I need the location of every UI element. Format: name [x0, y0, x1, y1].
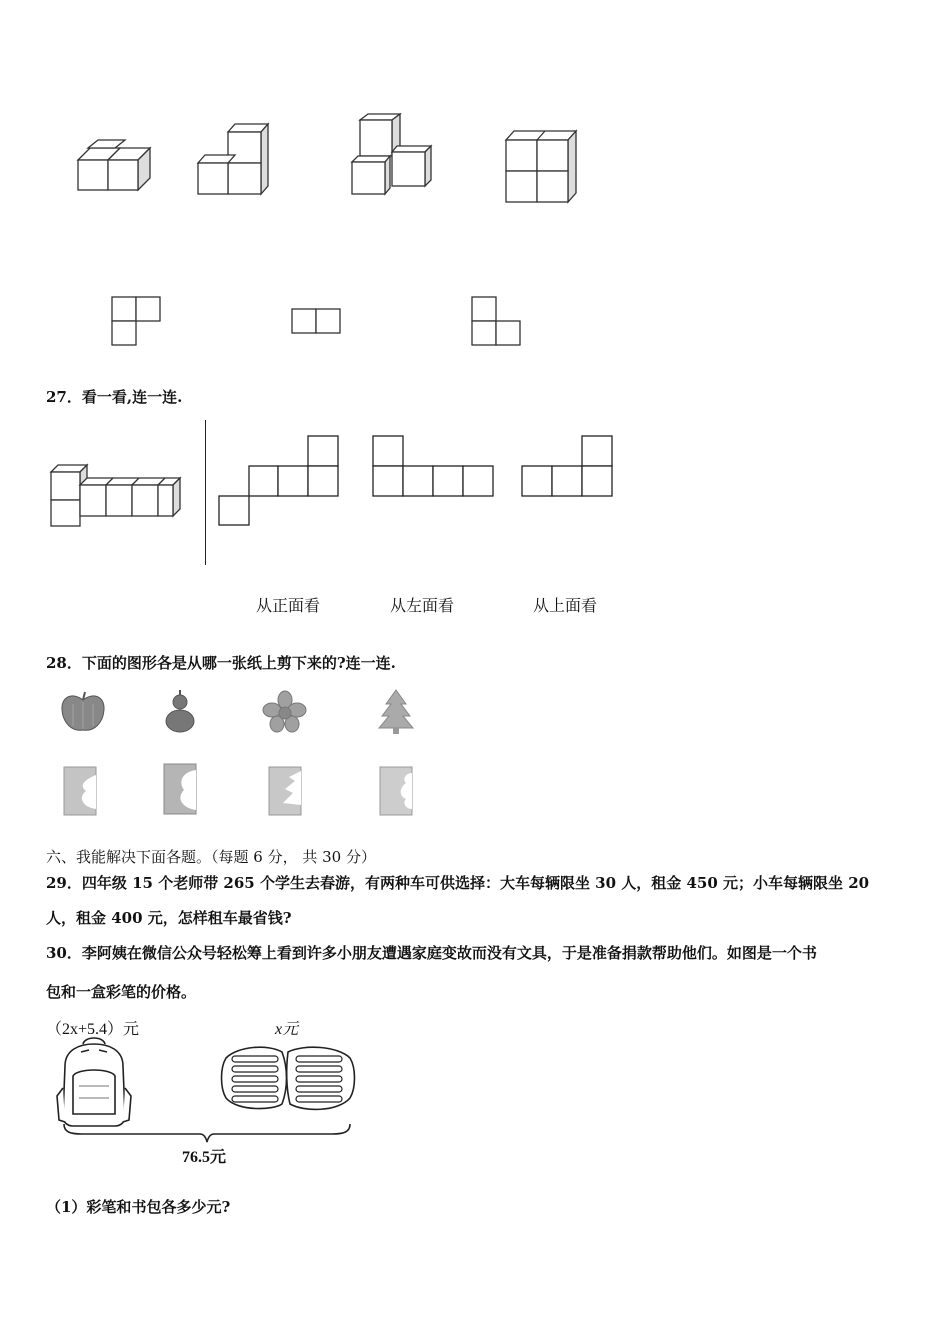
cube-figure-1 — [70, 135, 160, 195]
view-shape-l — [110, 295, 165, 347]
q27-option-b[interactable] — [372, 435, 498, 499]
paper-1[interactable] — [60, 765, 102, 817]
pens-box-icon — [218, 1038, 358, 1118]
total-brace — [62, 1122, 352, 1144]
apple-shape[interactable] — [58, 690, 108, 735]
flower-shape[interactable] — [262, 690, 308, 736]
q27-option-c[interactable] — [521, 435, 617, 499]
cube-figure-4 — [500, 125, 585, 207]
view-shape-j — [470, 295, 525, 347]
pens-price-label: x元 — [275, 1021, 299, 1038]
q27-title: 27．看一看,连一连. — [46, 388, 183, 406]
gourd-shape[interactable] — [160, 688, 200, 738]
q27-solid — [45, 460, 190, 530]
cube-figure-3 — [345, 112, 440, 202]
q29-line1: 29．四年级 15 个老师带 265 个学生去春游，有两种车可供选择：大车每辆限坐 30 人，租金 450 元；小车每辆限坐 20 — [46, 874, 870, 892]
paper-4[interactable] — [376, 765, 418, 817]
bag-price-label: （2x+5.4）元 — [46, 1021, 140, 1038]
view-label-left[interactable]: 从左面看 — [390, 596, 455, 615]
total-price-label: 76.5元 — [182, 1149, 227, 1166]
q27-option-a[interactable] — [218, 435, 343, 527]
section-heading: 六、我能解决下面各题。（每题 6 分， 共 30 分） — [46, 848, 376, 866]
q28-title: 28．下面的图形各是从哪一张纸上剪下来的?连一连. — [46, 654, 396, 672]
cube-figure-2 — [195, 120, 275, 200]
tree-shape[interactable] — [376, 688, 416, 736]
q30-line1: 30．李阿姨在微信公众号轻松筹上看到许多小朋友遭遇家庭变故而没有文具，于是准备捐款帮助他们。如图是一个书 — [46, 944, 817, 962]
backpack-icon — [55, 1036, 135, 1131]
view-label-top[interactable]: 从上面看 — [533, 596, 598, 615]
q30-line2: 包和一盒彩笔的价格。 — [46, 983, 197, 1001]
view-label-front[interactable]: 从正面看 — [256, 596, 321, 615]
q27-divider — [205, 420, 206, 565]
view-shape-two — [290, 307, 345, 337]
q29-line2: 人，租金 400 元，怎样租车最省钱? — [46, 909, 292, 927]
paper-2[interactable] — [160, 762, 202, 818]
q30-sub1: （1）彩笔和书包各多少元? — [46, 1198, 231, 1216]
paper-3[interactable] — [265, 765, 307, 817]
